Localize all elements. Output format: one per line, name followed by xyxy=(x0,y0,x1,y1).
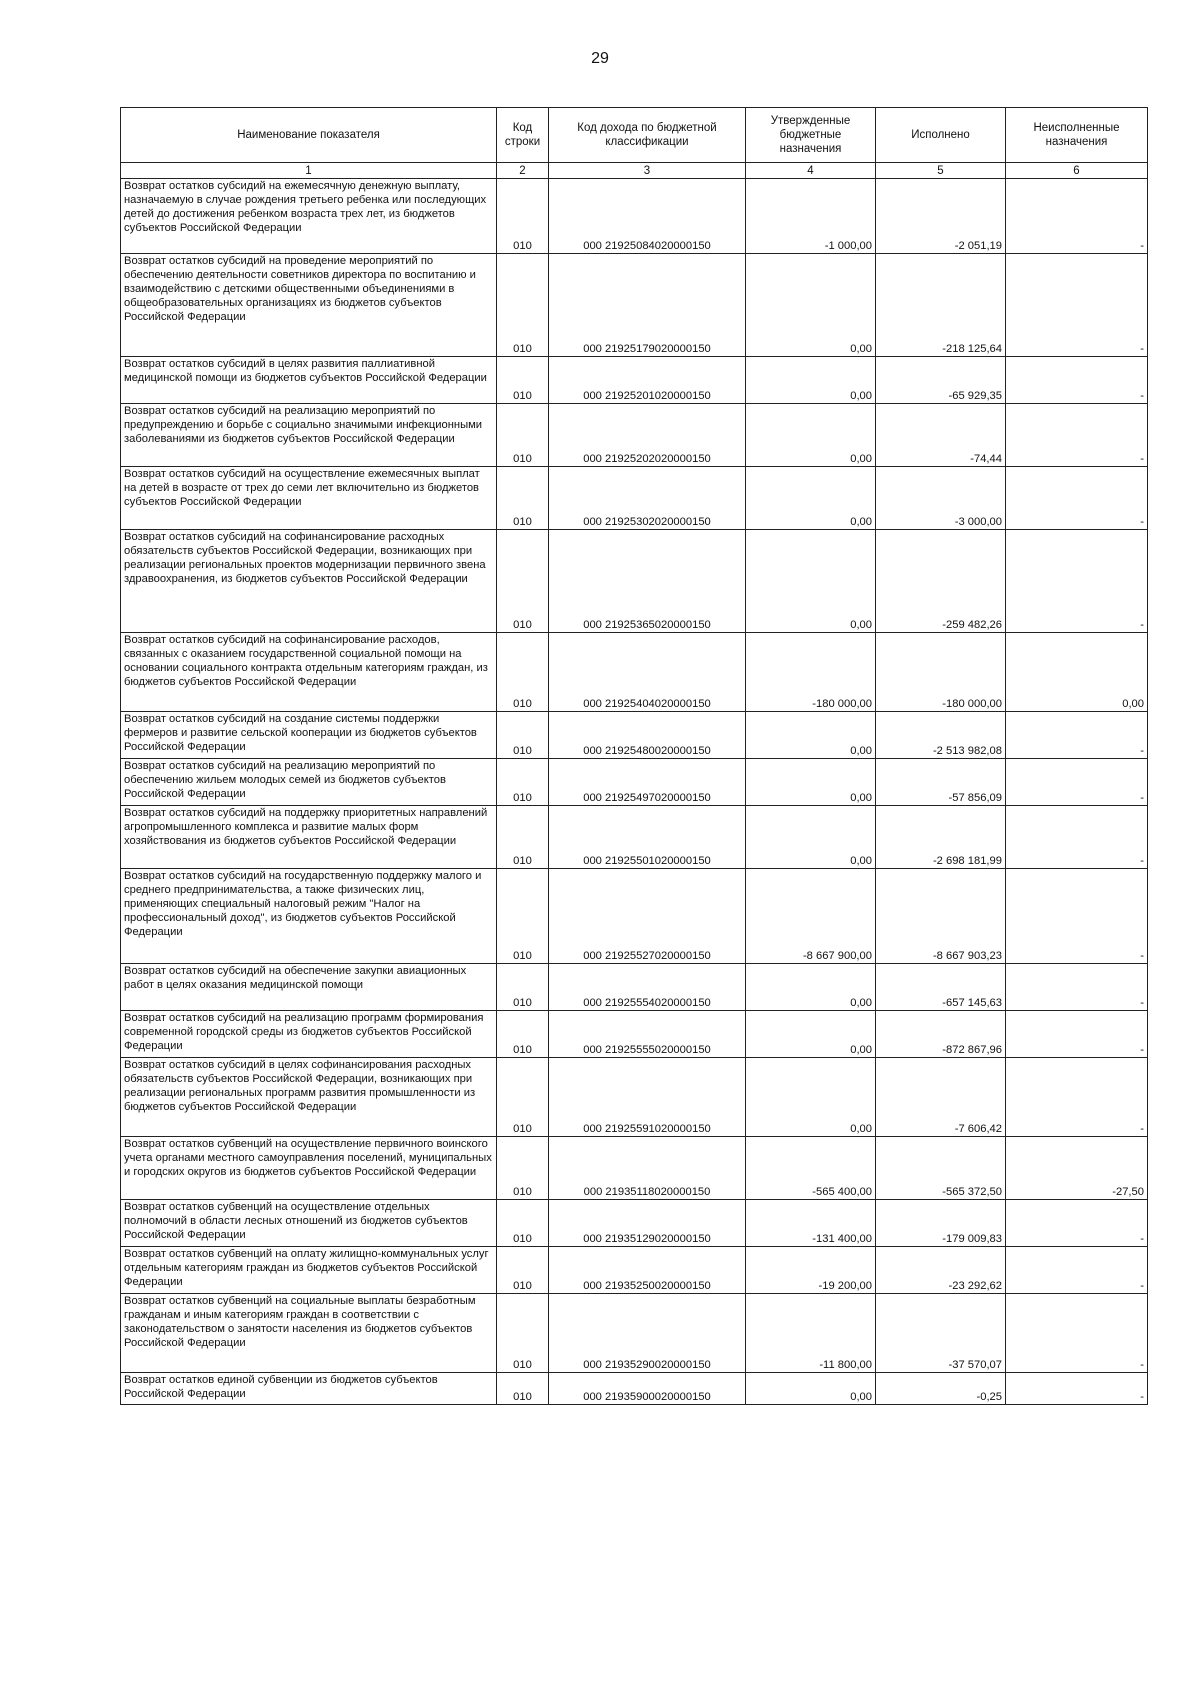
row-line-code: 010 xyxy=(497,1200,549,1247)
row-approved-value: 0,00 xyxy=(746,759,876,806)
header-unexecuted: Неисполненные назначения xyxy=(1006,108,1148,163)
row-indicator-name: Возврат остатков субсидий на создание системы поддержки фермеров и развитие сельской кооперации из бюджетов субъектов Российской Федерации xyxy=(121,712,497,759)
row-line-code: 010 xyxy=(497,1137,549,1200)
row-income-code: 000 21925201020000150 xyxy=(549,357,746,404)
row-executed-value: -657 145,63 xyxy=(876,964,1006,1011)
table-row xyxy=(121,633,1148,712)
row-line-code: 010 xyxy=(497,1373,549,1405)
row-executed-value: -3 000,00 xyxy=(876,467,1006,530)
row-executed-value: -2 698 181,99 xyxy=(876,806,1006,869)
row-approved-value: 0,00 xyxy=(746,467,876,530)
column-number-row xyxy=(121,163,1148,179)
header-line-code: Код строки xyxy=(497,108,549,163)
row-unexecuted-value: - xyxy=(1006,869,1148,964)
row-unexecuted-value: - xyxy=(1006,1058,1148,1137)
row-approved-value: -11 800,00 xyxy=(746,1294,876,1373)
table-row xyxy=(121,1294,1148,1373)
row-income-code: 000 21925179020000150 xyxy=(549,254,746,357)
row-income-code: 000 21925365020000150 xyxy=(549,530,746,633)
row-approved-value: 0,00 xyxy=(746,404,876,467)
row-line-code: 010 xyxy=(497,1058,549,1137)
row-income-code: 000 21925202020000150 xyxy=(549,404,746,467)
row-income-code: 000 21925497020000150 xyxy=(549,759,746,806)
table-row xyxy=(121,806,1148,869)
row-line-code: 010 xyxy=(497,1011,549,1058)
row-income-code: 000 21925527020000150 xyxy=(549,869,746,964)
row-line-code: 010 xyxy=(497,530,549,633)
row-line-code: 010 xyxy=(497,357,549,404)
row-executed-value: -74,44 xyxy=(876,404,1006,467)
table-row xyxy=(121,759,1148,806)
row-unexecuted-value: - xyxy=(1006,806,1148,869)
column-number: 2 xyxy=(497,163,549,179)
table-row xyxy=(121,1247,1148,1294)
row-indicator-name: Возврат остатков субвенций на оплату жилищно-коммунальных услуг отдельным категориям граждан из бюджетов субъектов Российской Федерации xyxy=(121,1247,497,1294)
row-income-code: 000 21925501020000150 xyxy=(549,806,746,869)
row-line-code: 010 xyxy=(497,964,549,1011)
row-indicator-name: Возврат остатков субсидий в целях развития паллиативной медицинской помощи из бюджетов субъектов Российской Федерации xyxy=(121,357,497,404)
row-line-code: 010 xyxy=(497,1294,549,1373)
row-approved-value: 0,00 xyxy=(746,1058,876,1137)
table-body xyxy=(121,179,1148,1405)
row-executed-value: -565 372,50 xyxy=(876,1137,1006,1200)
row-unexecuted-value: - xyxy=(1006,1294,1148,1373)
table-row xyxy=(121,357,1148,404)
row-indicator-name: Возврат остатков субсидий на реализацию мероприятий по предупреждению и борьбе с социально значимыми инфекционными заболеваниями из бюджетов субъектов Российской Федерации xyxy=(121,404,497,467)
row-indicator-name: Возврат остатков субсидий на поддержку приоритетных направлений агропромышленного комплекса и развитие малых форм хозяйствования из бюджетов субъектов Российской Федерации xyxy=(121,806,497,869)
row-line-code: 010 xyxy=(497,1247,549,1294)
header-executed: Исполнено xyxy=(876,108,1006,163)
row-income-code: 000 21925084020000150 xyxy=(549,179,746,254)
row-executed-value: -65 929,35 xyxy=(876,357,1006,404)
column-number: 4 xyxy=(746,163,876,179)
row-approved-value: 0,00 xyxy=(746,1011,876,1058)
row-income-code: 000 21925554020000150 xyxy=(549,964,746,1011)
row-approved-value: 0,00 xyxy=(746,712,876,759)
row-line-code: 010 xyxy=(497,254,549,357)
row-income-code: 000 21925302020000150 xyxy=(549,467,746,530)
row-unexecuted-value: - xyxy=(1006,759,1148,806)
row-unexecuted-value: - xyxy=(1006,1373,1148,1405)
table-row xyxy=(121,404,1148,467)
row-indicator-name: Возврат остатков субсидий на софинансирование расходных обязательств субъектов Российской Федерации, возникающих при реализации региональных проектов модернизации первичного звена здравоохранения, из бюджетов субъектов Российской Федерации xyxy=(121,530,497,633)
row-approved-value: 0,00 xyxy=(746,1373,876,1405)
row-line-code: 010 xyxy=(497,806,549,869)
row-unexecuted-value: - xyxy=(1006,254,1148,357)
row-unexecuted-value: - xyxy=(1006,357,1148,404)
row-unexecuted-value: - xyxy=(1006,712,1148,759)
row-executed-value: -7 606,42 xyxy=(876,1058,1006,1137)
row-income-code: 000 21935250020000150 xyxy=(549,1247,746,1294)
row-executed-value: -37 570,07 xyxy=(876,1294,1006,1373)
row-approved-value: -131 400,00 xyxy=(746,1200,876,1247)
row-unexecuted-value: - xyxy=(1006,1247,1148,1294)
header-indicator-name: Наименование показателя xyxy=(121,108,497,163)
row-executed-value: -259 482,26 xyxy=(876,530,1006,633)
row-indicator-name: Возврат остатков субсидий на ежемесячную денежную выплату, назначаемую в случае рождения третьего ребенка или последующих детей до достижения ребенком возраста трех лет, из бюджетов субъектов Российской Федерации xyxy=(121,179,497,254)
row-indicator-name: Возврат остатков субвенций на осуществление первичного воинского учета органами местного самоуправления поселений, муниципальных и городских округов из бюджетов субъектов Российской Федерации xyxy=(121,1137,497,1200)
row-line-code: 010 xyxy=(497,759,549,806)
row-approved-value: 0,00 xyxy=(746,530,876,633)
row-unexecuted-value: -27,50 xyxy=(1006,1137,1148,1200)
row-approved-value: -180 000,00 xyxy=(746,633,876,712)
row-indicator-name: Возврат остатков субвенций на социальные выплаты безработным гражданам и иным категориям граждан в соответствии с законодательством о занятости населения из бюджетов субъектов Российской Федерации xyxy=(121,1294,497,1373)
row-income-code: 000 21935118020000150 xyxy=(549,1137,746,1200)
row-executed-value: -57 856,09 xyxy=(876,759,1006,806)
row-executed-value: -2 051,19 xyxy=(876,179,1006,254)
table-row xyxy=(121,1200,1148,1247)
row-income-code: 000 21925591020000150 xyxy=(549,1058,746,1137)
row-executed-value: -218 125,64 xyxy=(876,254,1006,357)
row-executed-value: -8 667 903,23 xyxy=(876,869,1006,964)
row-approved-value: 0,00 xyxy=(746,964,876,1011)
row-approved-value: -1 000,00 xyxy=(746,179,876,254)
row-executed-value: -23 292,62 xyxy=(876,1247,1006,1294)
row-line-code: 010 xyxy=(497,467,549,530)
column-number: 5 xyxy=(876,163,1006,179)
table-row xyxy=(121,179,1148,254)
row-approved-value: -19 200,00 xyxy=(746,1247,876,1294)
row-executed-value: -179 009,83 xyxy=(876,1200,1006,1247)
row-approved-value: -565 400,00 xyxy=(746,1137,876,1200)
table-row xyxy=(121,869,1148,964)
column-number: 6 xyxy=(1006,163,1148,179)
row-approved-value: -8 667 900,00 xyxy=(746,869,876,964)
row-indicator-name: Возврат остатков субсидий на реализацию мероприятий по обеспечению жильем молодых семей из бюджетов субъектов Российской Федерации xyxy=(121,759,497,806)
table-header-row xyxy=(121,108,1148,163)
row-unexecuted-value: - xyxy=(1006,404,1148,467)
row-indicator-name: Возврат остатков субсидий в целях софинансирования расходных обязательств субъектов Российской Федерации, возникающих при реализации региональных программ развития промышленности из бюджетов субъектов Российской Федерации xyxy=(121,1058,497,1137)
row-executed-value: -0,25 xyxy=(876,1373,1006,1405)
row-approved-value: 0,00 xyxy=(746,357,876,404)
row-line-code: 010 xyxy=(497,404,549,467)
table-row xyxy=(121,530,1148,633)
row-line-code: 010 xyxy=(497,179,549,254)
row-income-code: 000 21925404020000150 xyxy=(549,633,746,712)
column-number: 3 xyxy=(549,163,746,179)
column-number: 1 xyxy=(121,163,497,179)
row-unexecuted-value: - xyxy=(1006,179,1148,254)
row-indicator-name: Возврат остатков субсидий на обеспечение закупки авиационных работ в целях оказания медицинской помощи xyxy=(121,964,497,1011)
row-unexecuted-value: - xyxy=(1006,530,1148,633)
row-indicator-name: Возврат остатков субсидий на реализацию программ формирования современной городской среды из бюджетов субъектов Российской Федерации xyxy=(121,1011,497,1058)
row-indicator-name: Возврат остатков субсидий на проведение мероприятий по обеспечению деятельности советников директора по воспитанию и взаимодействию с детскими общественными объединениями в общеобразовательных организациях из бюджетов субъектов Российской Федерации xyxy=(121,254,497,357)
row-approved-value: 0,00 xyxy=(746,254,876,357)
row-unexecuted-value: - xyxy=(1006,1011,1148,1058)
row-executed-value: -180 000,00 xyxy=(876,633,1006,712)
row-indicator-name: Возврат остатков субвенций на осуществление отдельных полномочий в области лесных отношений из бюджетов субъектов Российской Федерации xyxy=(121,1200,497,1247)
page-number: 29 xyxy=(591,50,609,67)
header-income-code: Код дохода по бюджетной классификации xyxy=(549,108,746,163)
row-executed-value: -2 513 982,08 xyxy=(876,712,1006,759)
row-unexecuted-value: - xyxy=(1006,467,1148,530)
table-row xyxy=(121,712,1148,759)
table-row xyxy=(121,1011,1148,1058)
row-unexecuted-value: 0,00 xyxy=(1006,633,1148,712)
budget-report-table xyxy=(120,107,1148,1405)
row-line-code: 010 xyxy=(497,869,549,964)
table-row xyxy=(121,1058,1148,1137)
table-row xyxy=(121,1373,1148,1405)
table-row xyxy=(121,1137,1148,1200)
row-indicator-name: Возврат остатков единой субвенции из бюджетов субъектов Российской Федерации xyxy=(121,1373,497,1405)
table-row xyxy=(121,467,1148,530)
row-executed-value: -872 867,96 xyxy=(876,1011,1006,1058)
row-income-code: 000 21935900020000150 xyxy=(549,1373,746,1405)
header-approved: Утвержденные бюджетные назначения xyxy=(746,108,876,163)
row-indicator-name: Возврат остатков субсидий на софинансирование расходов, связанных с оказанием государственной социальной помощи на основании социального контракта отдельным категориям граждан, из бюджетов субъектов Российской Федерации xyxy=(121,633,497,712)
row-income-code: 000 21925555020000150 xyxy=(549,1011,746,1058)
table-row xyxy=(121,964,1148,1011)
row-line-code: 010 xyxy=(497,712,549,759)
row-income-code: 000 21925480020000150 xyxy=(549,712,746,759)
row-income-code: 000 21935129020000150 xyxy=(549,1200,746,1247)
row-unexecuted-value: - xyxy=(1006,1200,1148,1247)
table-row xyxy=(121,254,1148,357)
row-approved-value: 0,00 xyxy=(746,806,876,869)
row-unexecuted-value: - xyxy=(1006,964,1148,1011)
row-indicator-name: Возврат остатков субсидий на государственную поддержку малого и среднего предпринимательства, а также физических лиц, применяющих специальный налоговый режим "Налог на профессиональный доход", из бюджетов субъектов Российской Федерации xyxy=(121,869,497,964)
row-indicator-name: Возврат остатков субсидий на осуществление ежемесячных выплат на детей в возрасте от трех до семи лет включительно из бюджетов субъектов Российской Федерации xyxy=(121,467,497,530)
row-line-code: 010 xyxy=(497,633,549,712)
row-income-code: 000 21935290020000150 xyxy=(549,1294,746,1373)
